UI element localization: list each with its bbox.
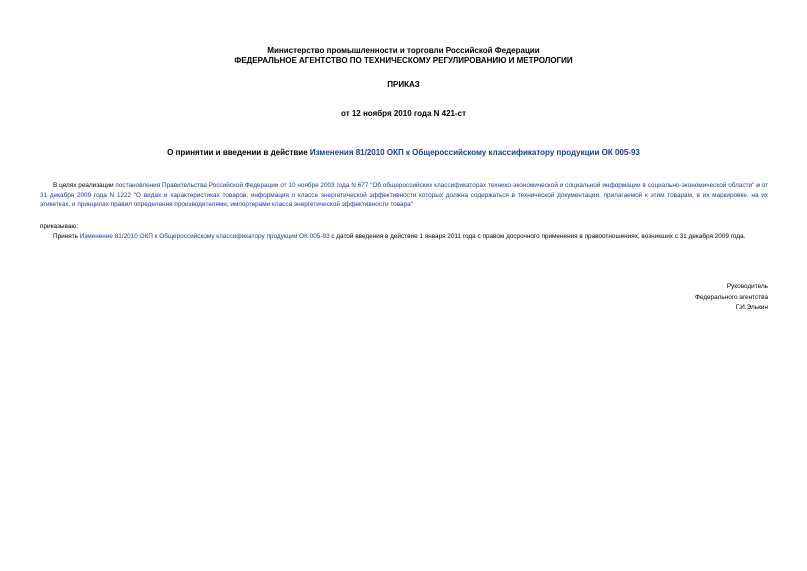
- signature-block: [695, 282, 768, 314]
- resolution-1222-link[interactable]: от 31 декабря 2009 года N 1222 "О видах и характеристиках товаров, информация о классе энергетической эффективности которых должна содержаться в технической документации, прилагаемой к этим товарам, в их маркировке, на их этикетках, и принципах правил определения производителями, импортерами класса энергетической эффективности товара": [40, 182, 768, 209]
- ministry-name: Министерство промышленности и торговли Российской Федерации: [267, 46, 540, 55]
- signature-title: Руководитель: [726, 283, 768, 290]
- amendment-link[interactable]: Изменение 81/2010 ОКП к Общероссийскому классификатору продукции ОК 005-93: [79, 233, 330, 240]
- resolution-677-link[interactable]: постановления Правительства Российской Федерации от 10 ноября 2003 года N 677 "Об общероссийских классификаторах технико-экономической и социальной информации в социально-экономической области": [115, 182, 755, 189]
- agency-name: ФЕДЕРАЛЬНОЕ АГЕНТСТВО ПО ТЕХНИЧЕСКОМУ РЕГУЛИРОВАНИЮ И МЕТРОЛОГИИ: [234, 56, 573, 65]
- decision-suffix: с датой введения в действие 1 января 2011 года с правом досрочного применения в правоотношениях, возникших с 31 декабря 2009 года.: [329, 233, 746, 240]
- signature-agency: Федерального агентства: [694, 293, 768, 301]
- preamble-middle: и: [754, 182, 762, 189]
- order-label: приказываю:: [40, 223, 78, 230]
- decision-prefix: Принять: [53, 233, 80, 240]
- title-amendment-link[interactable]: Изменения 81/2010 ОКП к Общероссийскому классификатору продукции ОК 005-93: [309, 148, 640, 157]
- signature-name: Г.И.Элькин: [735, 304, 768, 311]
- preamble-paragraph: [40, 181, 768, 210]
- order-heading: ПРИКАЗ: [387, 80, 420, 89]
- preamble-prefix: В целях реализации: [53, 182, 116, 189]
- order-date: от 12 ноября 2010 года N 421-ст: [341, 109, 466, 118]
- title-prefix: О принятии и введении в действие: [167, 148, 310, 157]
- decision-paragraph: [40, 232, 768, 242]
- document-title: [0, 148, 807, 158]
